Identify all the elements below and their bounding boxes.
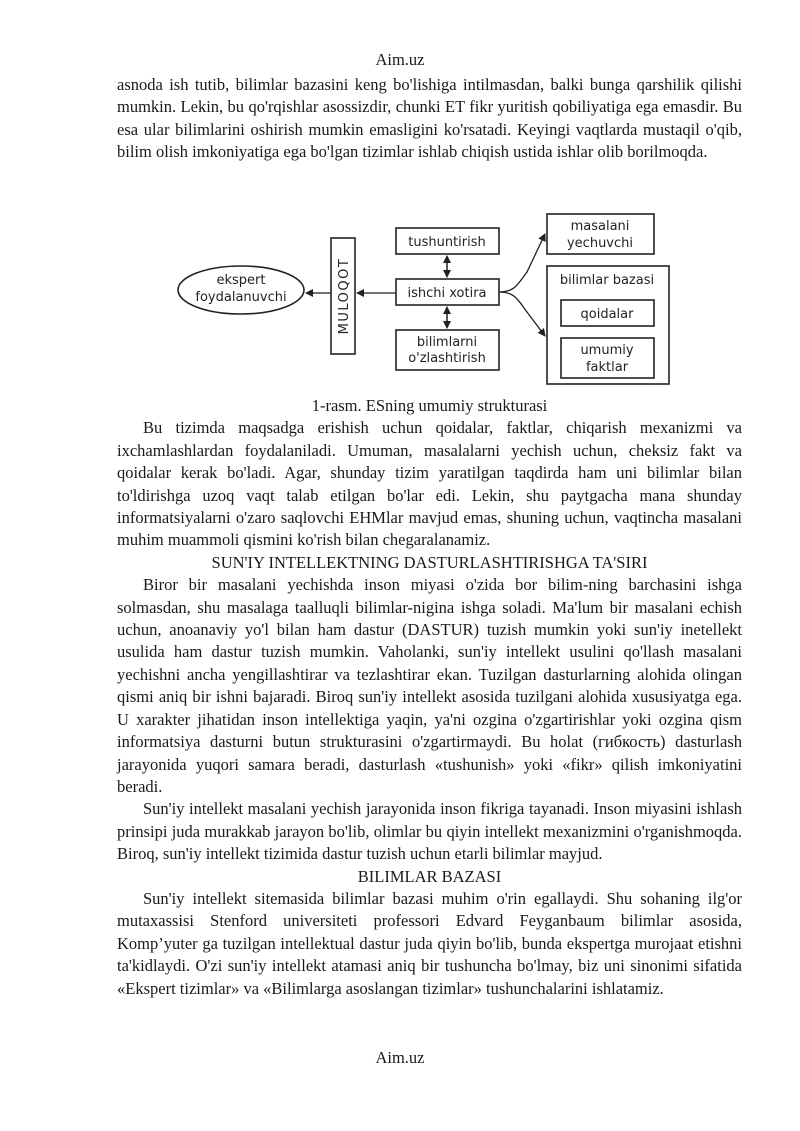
paragraph-4: Sun'iy intellekt sitemasida bilimlar bazasi muhim o'rin egallaydi. Shu sohaning ilg'or mutaxassisi Stenford universiteti professori Edvard Feyganbaum bilimlar asosida, Komp’yuter ga tuzilgan intellektual dastur juda qiyin bo'lib, bunda ekspertga murojaat etishni ta'kidlaydi. O'zi sun'iy intellekt atamasi aniq bir tushuncha bo'lmay, biz uni sinonimi sifatida «Ekspert tizimlar» va «Bilimlarga asoslangan tizimlar» tushunchalarini ishlatamiz.: [117, 888, 742, 998]
knowledge-base-node: [547, 266, 669, 384]
expert-user-label-2: foydalanuvchi: [195, 290, 287, 305]
dialog-node: [331, 238, 355, 354]
es-structure-diagram: [170, 204, 670, 394]
intro-paragraph: asnoda ish tutib, bilimlar bazasini keng bo'lishiga intilmasdan, balki bunga qarshilik qilishi mumkin. Lekin, bu qo'rqishlar asossizdir, chunki ET fikr yuritish qobiliyatiga ega emasdir. Bu esa ular bilimlarini oshirish mumkin emasligini ko'rsatadi. Keyingi vaqtlarda mustaqil o'qib, bilim olish imkoniyatiga ega bo'lgan tizimlar ishlab chiqish ustida ishlar olib borilmoqda.: [117, 75, 742, 162]
knowledge-acquisition-label-2: o'zlashtirish: [408, 351, 486, 366]
figure-caption: 1-rasm. ESning umumiy strukturasi: [311, 396, 548, 415]
problem-solver-label-1: masalani: [570, 219, 630, 234]
page-header: Aim.uz: [375, 50, 425, 69]
diagram-svg: [170, 204, 670, 394]
facts-label-1: umumiy: [580, 343, 634, 358]
intro-block: [117, 74, 742, 164]
problem-solver-label-2: yechuvchi: [566, 236, 634, 251]
problem-solver-node: [547, 214, 654, 254]
expert-user-node: [178, 266, 304, 314]
working-memory-label: ishchi xotira: [407, 286, 487, 301]
working-memory-node: [396, 279, 499, 305]
main-text: [117, 395, 742, 1000]
knowledge-base-label: bilimlar bazasi: [559, 273, 655, 288]
knowledge-acquisition-node: [396, 330, 499, 370]
section-heading-1: SUN'IY INTELLEKTNING DASTURLASHTIRISHGA TA'SIRI: [211, 552, 648, 572]
rules-label: qoidalar: [580, 307, 634, 322]
dialog-label: MULOQOT: [337, 257, 352, 335]
page-footer: Aim.uz: [375, 1048, 425, 1067]
paragraph-2: Biror bir masalani yechishda inson miyasi o'zida bor bilim-ning barchasini ishga solmasdan, shu masalaga taalluqli bilimlar-nigina ishga soladi. Ma'lum bir masalani echish uchun, anoanaviy yo'l bilan ham dastur (DASTUR) tuzish mumkin yoki sun'iy inetellekt usulida ham dastur tuzish mumkin. Vaholanki, sun'iy intellekt usulini qo'llash masalani yechishni ancha yengillashtirar va tezlashtirar ekan. Tuzilgan dasturlarning alohida olingan qismi aniq bir ishni bajaradi. Biroq sun'iy intellekt asosida tuzilgani alohida xususiyatga ega. U xarakter jihatidan inson intellektiga yaqin, ya'ni ozgina o'zgartirishlar yoki ozgina qism informatsiya dasturni butun strukturasini o'zgartirmaydi. Bu holat (гибкость) dasturlash jarayonida yuqori samara beradi, dasturlash «tushunish» yoki «fikr» qilish imkoniyatini beradi.: [117, 575, 742, 796]
knowledge-acquisition-label-1: bilimlarni: [416, 335, 478, 350]
explanation-node: [396, 228, 499, 254]
paragraph-3: Sun'iy intellekt masalani yechish jarayonida inson fikriga tayanadi. Inson miyasini ishlash prinsipi juda murakkab jarayon bo'lib, olimlar bu qiyin intellekt mexanizmini o'rganishmoqda. Biroq, sun'iy intellekt tizimida dastur tuzish uchun etarli bilimlar mayjud.: [117, 799, 742, 864]
paragraph-1: Bu tizimda maqsadga erishish uchun qoidalar, faktlar, chiqarish mexanizmi va ixchamlashlardan foydalaniladi. Umuman, masalalarni yechish uchun, cheksiz fakt va qoidalar kerak bo'ladi. Agar, shunday tizim yaratilgan taqdirda ham uni bilimlar bilan to'ldirishga uzoq vaqt talab etilgan bo'lar edi. Lekin, shu paytgacha mana shunday informatsiyalarni o'zaro saqlovchi EHMlar mavjud emas, shuning uchun, vaqtincha masalani muhim muammoli qismini ko'rish bilan chegaralanamiz.: [117, 418, 742, 550]
facts-label-2: faktlar: [585, 360, 629, 375]
explanation-label: tushuntirish: [408, 235, 486, 250]
expert-user-label-1: ekspert: [216, 273, 266, 288]
section-heading-2: BILIMLAR BAZASI: [357, 866, 502, 886]
